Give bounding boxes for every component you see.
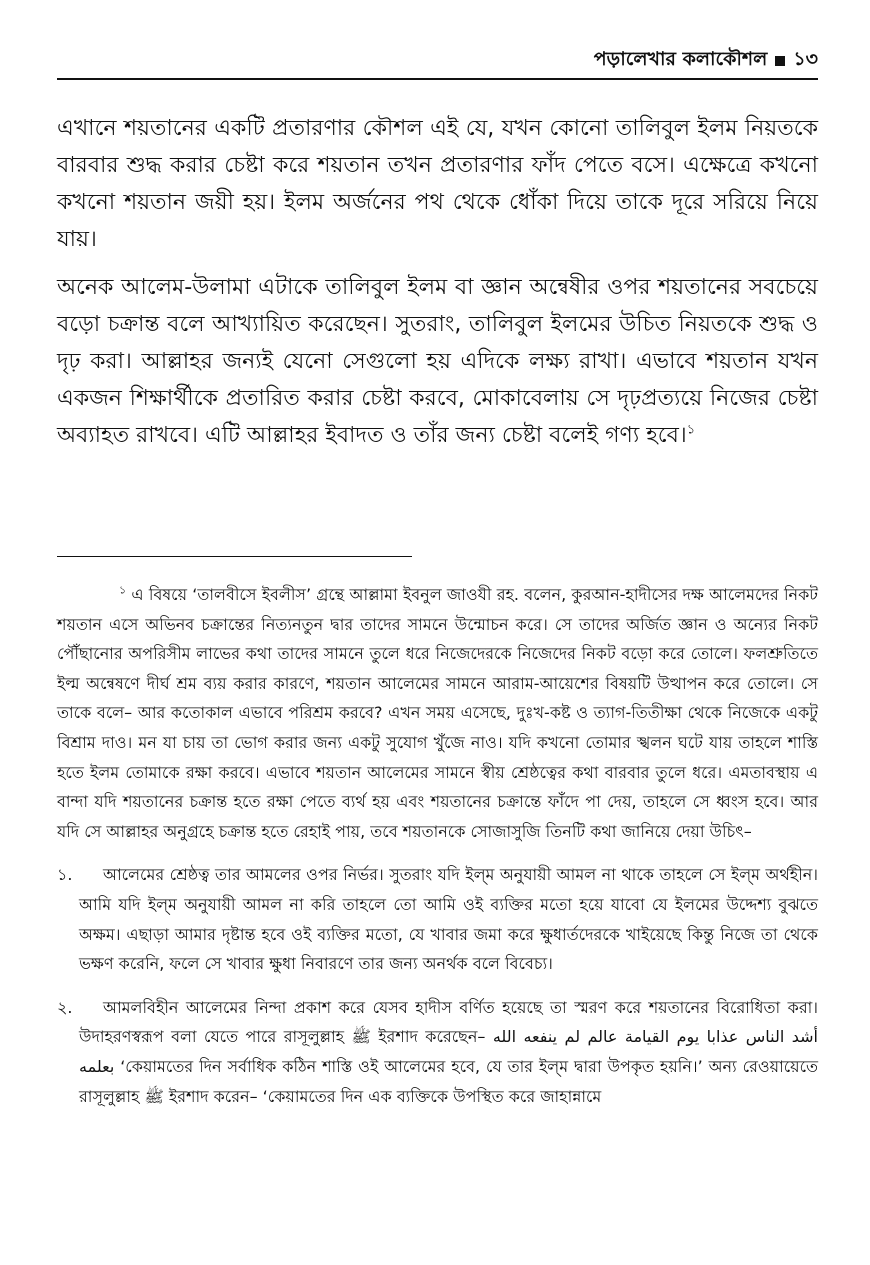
footnote-divider — [57, 556, 412, 557]
footnote-list — [57, 860, 818, 1111]
list-item-text: আমলবিহীন আলেমের নিন্দা প্রকাশ করে যেসব হাদীস বর্ণিত হয়েছে তা স্মরণ করে শয়তানের বিরোধিতা করা। উদাহরণস্বরূপ বলা যেতে পারে রাসূলুল্লাহ ﷺ ইরশাদ করেছেন– أشد الناس عذابا يوم القيامة عالم لم ينفعه الله بعلمه ‘কেয়ামতের দিন সর্বাধিক কঠিন শাস্তি ওই আলেমের হবে, যে তার ইল্‌ম দ্বারা উপকৃত হয়নি।’ অন্য রেওয়ায়েতে রাসূলুল্লাহ ﷺ ইরশাদ করেন– ‘কেয়ামতের দিন এক ব্যক্তিকে উপস্থিত করে জাহান্নামে — [79, 997, 818, 1106]
footnote — [57, 580, 818, 1125]
list-item — [57, 860, 818, 978]
square-separator-icon — [775, 56, 785, 66]
footnote-reference[interactable]: ১ — [686, 422, 696, 438]
footnote-paragraph — [57, 580, 818, 846]
paragraph-2-text: অনেক আলেম-উলামা এটাকে তালিবুল ইলম বা জ্ঞান অন্বেষীর ওপর শয়তানের সবচেয়ে বড়ো চক্রান্ত বলে আখ্যায়িত করেছেন। সুতরাং, তালিবুল ইলমের উচিত নিয়তকে শুদ্ধ ও দৃঢ় করা। আল্লাহর জন্যই যেনো সেগুলো হয় এদিকে লক্ষ্য রাখা। এভাবে শয়তান যখন একজন শিক্ষার্থীকে প্রতারিত করার চেষ্টা করবে, মোকাবেলায় সে দৃঢ়প্রত্যয়ে নিজের চেষ্টা অব্যাহত রাখবে। এটি আল্লাহর ইবাদত ও তাঁর জন্য চেষ্টা বলেই গণ্য হবে। — [57, 275, 818, 448]
footnote-text: এ বিষয়ে ‘তালবীসে ইবলীস’ গ্রন্থে আল্লামা ইবনুল জাওযী রহ. বলেন, কুরআন-হাদীসের দক্ষ আলেমদের নিকট শয়তান এসে অভিনব চক্রান্তের নিত্যনতুন দ্বার তাদের সামনে উন্মোচন করে। সে তাদের অর্জিত জ্ঞান ও অন্যের নিকট পৌঁছানোর অপরিসীম লাভের কথা তাদের সামনে তুলে ধরে নিজেদেরকে নিজেদের নিকট বড়ো করে তোলে। ফলশ্রুতিতে ইল্ম অন্বেষণে দীর্ঘ শ্রম ব্যয় করার কারণে, শয়তান আলেমের সামনে আরাম-আয়েশের বিষয়টি উত্থাপন করে তোলে। সে তাকে বলে– আর কতোকাল এভাবে পরিশ্রম করবে? এখন সময় এসেছে, দুঃখ-কষ্ট ও ত্যাগ-তিতীক্ষা থেকে নিজেকে একটু বিশ্রাম দাও। মন যা চায় তা ভোগ করার জন্য একটু সুযোগ খুঁজে নাও। যদি কখনো তোমার স্খলন ঘটে যায় তাহলে শাস্তি হতে ইলম তোমাকে রক্ষা করবে। এভাবে শয়তান আলেমের সামনে স্বীয় শ্রেষ্ঠত্বের কথা বারবার তুলে ধরে। এমতাবস্থায় এ বান্দা যদি শয়তানের চক্রান্ত হতে রক্ষা পেতে ব্যর্থ হয় এবং শয়তানের চক্রান্তে ফাঁদে পা দেয়, তাহলে সে ধ্বংস হবে। আর যদি সে আল্লাহর অনুগ্রহে চক্রান্ত হতে রেহাই পায়, তবে শয়তানকে সোজাসুজি তিনটি কথা জানিয়ে দেয়া উচিৎ– — [57, 585, 818, 841]
list-item-number: ১. — [57, 865, 73, 885]
paragraph-2 — [57, 269, 818, 454]
paragraph-1: এখানে শয়তানের একটি প্রতারণার কৌশল এই যে, যখন কোনো তালিবুল ইলম নিয়তকে বারবার শুদ্ধ করার চেষ্টা করে শয়তান তখন প্রতারণার ফাঁদ পেতে বসে। এক্ষেত্রে কখনো কখনো শয়তান জয়ী হয়। ইলম অর্জনের পথ থেকে ধোঁকা দিয়ে তাকে দূরে সরিয়ে নিয়ে যায়। — [57, 116, 818, 252]
running-header — [57, 44, 818, 80]
main-text — [57, 110, 818, 465]
page-number: ১৩ — [793, 48, 818, 70]
list-item — [57, 993, 818, 1111]
book-title: পড়ালেখার কলাকৌশল — [593, 48, 768, 70]
footnote-marker: ১ — [119, 583, 127, 597]
list-item-text: আলেমের শ্রেষ্ঠত্ব তার আমলের ওপর নির্ভর। সুতরাং যদি ইল্‌ম অনুযায়ী আমল না থাকে তাহলে সে ইল্‌ম অর্থহীন। আমি যদি ইল্‌ম অনুযায়ী আমল না করি তাহলে তো আমি ওই ব্যক্তির মতো হয়ে যাবো যে ইলমের উদ্দেশ্য বুঝতে অক্ষম। এছাড়া আমার দৃষ্টান্ত হবে ওই ব্যক্তির মতো, যে খাবার জমা করে ক্ষুধার্তদেরকে খাইয়েছে কিন্তু নিজে তা থেকে ভক্ষণ করেনি, ফলে সে খাবার ক্ষুধা নিবারণে তার জন্য অনর্থক বলে বিবেচ্য। — [79, 865, 818, 974]
list-item-number: ২. — [57, 997, 73, 1017]
